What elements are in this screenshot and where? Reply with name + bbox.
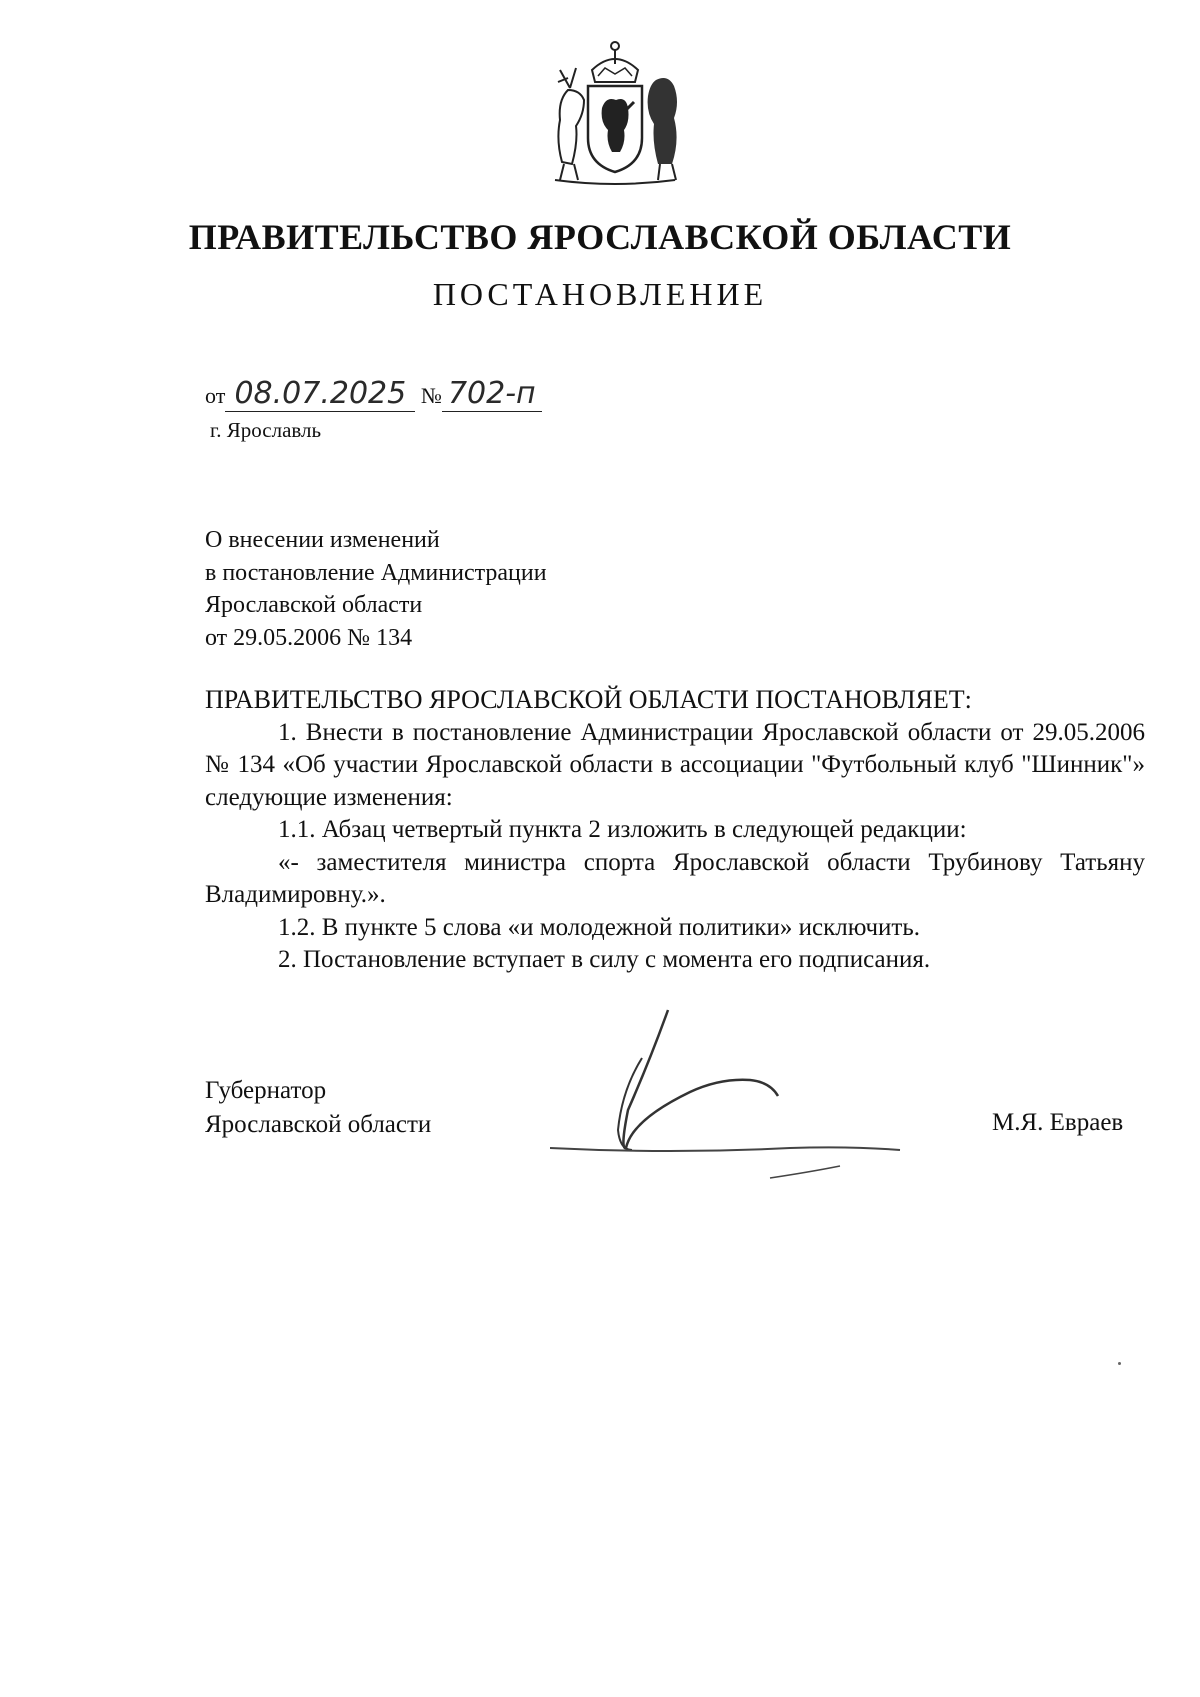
registration-line [205,376,542,412]
paragraph: 1. Внести в постановление Администрации Ярославской области от 29.05.2006 № 134 «Об участии Ярославской области в ассоциации "Футбольный клуб "Шинник"» следующие изменения: [205,718,1145,811]
scan-speck [1118,1362,1121,1365]
paragraph: 1.2. В пункте 5 слова «и молодежной политики» исключить. [278,913,920,941]
date-prefix: от [205,383,226,408]
subject-line: Ярославской области [205,592,423,618]
resolution-heading: ПРАВИТЕЛЬСТВО ЯРОСЛАВСКОЙ ОБЛАСТИ ПОСТАНОВЛЯЕТ: [205,685,972,714]
signer-post [205,1074,431,1142]
paragraph: 2. Постановление вступает в силу с момента его подписания. [278,946,931,973]
signer-post-line: Губернатор [205,1077,327,1104]
document-body [205,684,1145,977]
subject-line: от 29.05.2006 № 134 [205,624,413,651]
yaroslavl-region-coat-of-arms-icon [540,30,690,190]
number-prefix: № [420,383,442,408]
document-type: ПОСТАНОВЛЕНИЕ [432,276,768,312]
subject-line: в постановление Администрации [205,559,547,586]
date-field [225,376,415,412]
handwritten-signature [550,1000,910,1180]
signer-name: М.Я. Евраев [992,1109,1124,1136]
number-field [442,376,542,412]
paragraph: «- заместителя министра спорта Ярославской области Трубинову Татьяну Владимировну.». [205,848,1145,908]
paragraph: 1.1. Абзац четвертый пункта 2 изложить в следующей редакции: [278,816,967,843]
city: г. Ярославль [210,418,322,442]
government-title: ПРАВИТЕЛЬСТВО ЯРОСЛАВСКОЙ ОБЛАСТИ [188,217,1012,257]
subject-line: О внесении изменений [205,527,440,553]
handwritten-number: 702-п [447,376,536,411]
signer-post-line: Ярославской области [205,1111,432,1138]
document-subject [205,524,547,654]
handwritten-date: 08.07.2025 [234,376,407,411]
